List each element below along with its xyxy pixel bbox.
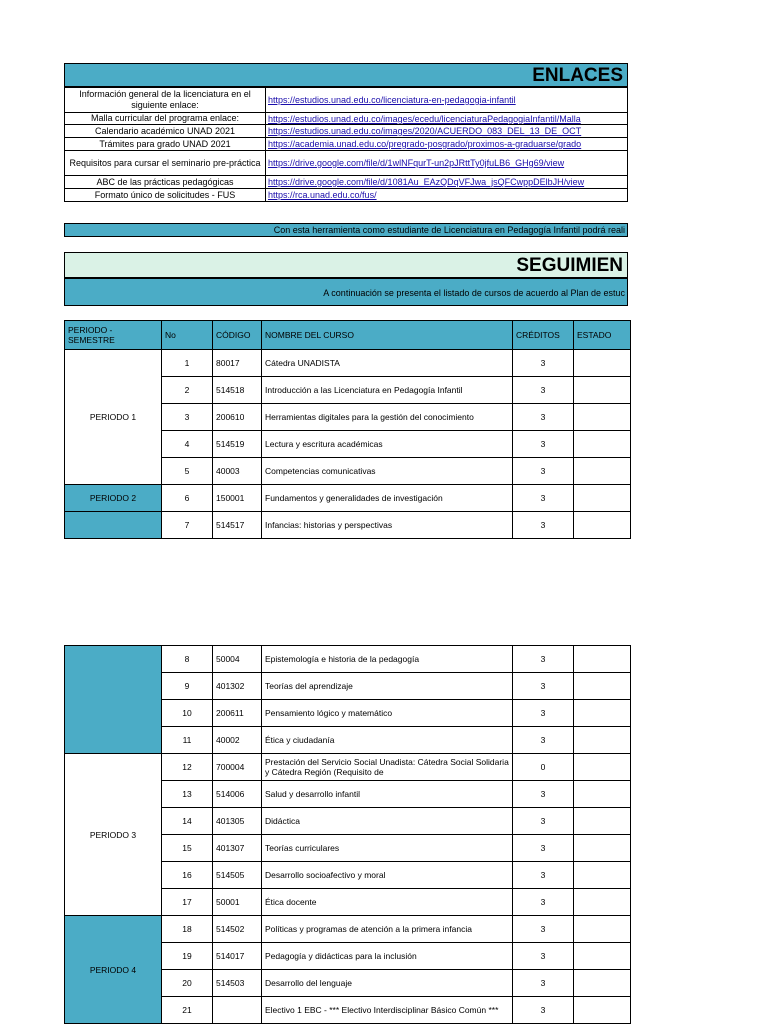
link-label: Información general de la licenciatura en el siguiente enlace: <box>65 88 266 113</box>
course-credits: 3 <box>513 431 574 458</box>
link-url[interactable]: https://rca.unad.edu.co/fus/ <box>266 189 628 202</box>
course-code: 40003 <box>213 458 262 485</box>
course-status[interactable] <box>574 727 631 754</box>
course-code: 514502 <box>213 916 262 943</box>
course-code: 514518 <box>213 377 262 404</box>
course-name: Electivo 1 EBC - *** Electivo Interdisciplinar Básico Común *** <box>262 997 513 1024</box>
course-no: 19 <box>162 943 213 970</box>
course-code: 514517 <box>213 512 262 539</box>
link-row <box>65 125 628 138</box>
header-codigo: CÓDIGO <box>213 321 262 350</box>
course-status[interactable] <box>574 943 631 970</box>
course-status[interactable] <box>574 970 631 997</box>
course-code: 401307 <box>213 835 262 862</box>
course-code: 50001 <box>213 889 262 916</box>
course-no: 16 <box>162 862 213 889</box>
course-name: Cátedra UNADISTA <box>262 350 513 377</box>
courses-table-2 <box>64 645 631 1024</box>
course-code: 514519 <box>213 431 262 458</box>
periodo-2-continued-cell <box>65 646 162 754</box>
link-url[interactable]: https://estudios.unad.edu.co/licenciatura-en-pedagogia-infantil <box>266 88 628 113</box>
course-credits: 3 <box>513 943 574 970</box>
enlaces-header <box>64 63 628 87</box>
course-status[interactable] <box>574 781 631 808</box>
link-row <box>65 151 628 176</box>
link-label: ABC de las prácticas pedagógicas <box>65 176 266 189</box>
link-label: Formato único de solicitudes - FUS <box>65 189 266 202</box>
course-code: 401302 <box>213 673 262 700</box>
course-name: Lectura y escritura académicas <box>262 431 513 458</box>
link-url[interactable]: https://estudios.unad.edu.co/images/2020/ACUERDO_083_DEL_13_DE_OCT <box>266 125 628 138</box>
course-no: 7 <box>162 512 213 539</box>
course-credits: 3 <box>513 458 574 485</box>
link-row <box>65 189 628 202</box>
course-credits: 3 <box>513 700 574 727</box>
course-name: Prestación del Servicio Social Unadista: Cátedra Social Solidaria y Cátedra Región (Requisito de <box>262 754 513 781</box>
course-name: Herramientas digitales para la gestión del conocimiento <box>262 404 513 431</box>
course-status[interactable] <box>574 835 631 862</box>
link-label: Calendario académico UNAD 2021 <box>65 125 266 138</box>
link-label: Trámites para grado UNAD 2021 <box>65 138 266 151</box>
seguimiento-subtitle-band <box>64 278 628 306</box>
table-row <box>65 512 631 539</box>
header-estado: ESTADO <box>574 321 631 350</box>
course-no: 14 <box>162 808 213 835</box>
header-no: No <box>162 321 213 350</box>
table-row <box>65 754 631 781</box>
course-no: 8 <box>162 646 213 673</box>
course-status[interactable] <box>574 377 631 404</box>
course-credits: 3 <box>513 916 574 943</box>
link-row <box>65 88 628 113</box>
course-credits: 3 <box>513 512 574 539</box>
course-credits: 3 <box>513 889 574 916</box>
link-url[interactable]: https://estudios.unad.edu.co/images/ecedu/licenciaturaPedagogiaInfantil/Malla <box>266 113 628 125</box>
table-row <box>65 350 631 377</box>
seguimiento-header <box>64 252 628 278</box>
link-row <box>65 176 628 189</box>
course-name: Teorías del aprendizaje <box>262 673 513 700</box>
course-credits: 3 <box>513 673 574 700</box>
course-status[interactable] <box>574 700 631 727</box>
course-code: 514017 <box>213 943 262 970</box>
links-table <box>64 87 628 202</box>
course-name: Ética y ciudadanía <box>262 727 513 754</box>
header-periodo: PERIODO - SEMESTRE <box>65 321 162 350</box>
course-no: 3 <box>162 404 213 431</box>
header-creditos: CRÉDITOS <box>513 321 574 350</box>
course-name: Desarrollo socioafectivo y moral <box>262 862 513 889</box>
course-no: 21 <box>162 997 213 1024</box>
course-code: 700004 <box>213 754 262 781</box>
link-url[interactable]: https://drive.google.com/file/d/1081Au_EAzQDqVFJwa_jsQFCwppDElbJH/view <box>266 176 628 189</box>
table-row <box>65 646 631 673</box>
course-status[interactable] <box>574 485 631 512</box>
course-status[interactable] <box>574 350 631 377</box>
course-name: Fundamentos y generalidades de investigación <box>262 485 513 512</box>
course-credits: 3 <box>513 970 574 997</box>
course-code: 40002 <box>213 727 262 754</box>
link-row <box>65 138 628 151</box>
course-no: 15 <box>162 835 213 862</box>
course-code: 401305 <box>213 808 262 835</box>
table-row <box>65 916 631 943</box>
course-no: 17 <box>162 889 213 916</box>
course-code <box>213 997 262 1024</box>
link-label: Requisitos para cursar el seminario pre-práctica <box>65 151 266 176</box>
course-no: 11 <box>162 727 213 754</box>
course-name: Políticas y programas de atención a la primera infancia <box>262 916 513 943</box>
course-no: 13 <box>162 781 213 808</box>
info-text: Con esta herramienta como estudiante de Licenciatura en Pedagogía Infantil podrá reali <box>273 225 625 235</box>
course-status[interactable] <box>574 754 631 781</box>
course-status[interactable] <box>574 889 631 916</box>
course-name: Competencias comunicativas <box>262 458 513 485</box>
course-status[interactable] <box>574 808 631 835</box>
course-no: 9 <box>162 673 213 700</box>
course-no: 1 <box>162 350 213 377</box>
course-status[interactable] <box>574 404 631 431</box>
course-credits: 3 <box>513 485 574 512</box>
course-no: 4 <box>162 431 213 458</box>
link-row <box>65 113 628 125</box>
course-name: Teorías curriculares <box>262 835 513 862</box>
course-name: Desarrollo del lenguaje <box>262 970 513 997</box>
course-no: 6 <box>162 485 213 512</box>
course-no: 5 <box>162 458 213 485</box>
table-row <box>65 485 631 512</box>
course-name: Salud y desarrollo infantil <box>262 781 513 808</box>
course-code: 80017 <box>213 350 262 377</box>
course-status[interactable] <box>574 512 631 539</box>
link-url[interactable]: https://drive.google.com/file/d/1wlNFqurT-un2pJRttTy0jfuLB6_GHg69/view <box>266 151 628 176</box>
course-no: 20 <box>162 970 213 997</box>
course-credits: 3 <box>513 377 574 404</box>
course-name: Didáctica <box>262 808 513 835</box>
course-credits: 3 <box>513 835 574 862</box>
periodo-1-cell: PERIODO 1 <box>65 350 162 485</box>
course-name: Pedagogía y didácticas para la inclusión <box>262 943 513 970</box>
course-code: 514006 <box>213 781 262 808</box>
course-name: Introducción a las Licenciatura en Pedagogía Infantil <box>262 377 513 404</box>
course-code: 50004 <box>213 646 262 673</box>
enlaces-title: ENLACES <box>532 65 623 86</box>
periodo-2-cell: PERIODO 2 <box>65 485 162 512</box>
course-status[interactable] <box>574 997 631 1024</box>
seguimiento-title: SEGUIMIEN <box>516 255 623 276</box>
course-status[interactable] <box>574 916 631 943</box>
course-credits: 3 <box>513 862 574 889</box>
seguimiento-subtitle: A continuación se presenta el listado de cursos de acuerdo al Plan de estuc <box>323 288 625 298</box>
course-code: 150001 <box>213 485 262 512</box>
course-credits: 3 <box>513 997 574 1024</box>
course-no: 18 <box>162 916 213 943</box>
link-url[interactable]: https://academia.unad.edu.co/pregrado-posgrado/proximos-a-graduarse/grado <box>266 138 628 151</box>
course-credits: 3 <box>513 727 574 754</box>
table-header-row <box>65 321 631 350</box>
course-credits: 0 <box>513 754 574 781</box>
course-name: Ética docente <box>262 889 513 916</box>
course-no: 12 <box>162 754 213 781</box>
course-name: Infancias: historias y perspectivas <box>262 512 513 539</box>
course-credits: 3 <box>513 404 574 431</box>
course-name: Pensamiento lógico y matemático <box>262 700 513 727</box>
course-code: 514505 <box>213 862 262 889</box>
course-code: 200610 <box>213 404 262 431</box>
course-name: Epistemología e historia de la pedagogía <box>262 646 513 673</box>
course-status[interactable] <box>574 862 631 889</box>
course-credits: 3 <box>513 808 574 835</box>
course-status[interactable] <box>574 431 631 458</box>
course-credits: 3 <box>513 350 574 377</box>
courses-table-1 <box>64 320 631 539</box>
course-status[interactable] <box>574 646 631 673</box>
course-code: 200611 <box>213 700 262 727</box>
course-credits: 3 <box>513 646 574 673</box>
periodo-3-cell: PERIODO 3 <box>65 754 162 916</box>
course-no: 2 <box>162 377 213 404</box>
link-label: Malla curricular del programa enlace: <box>65 113 266 125</box>
header-nombre: NOMBRE DEL CURSO <box>262 321 513 350</box>
periodo-4-cell: PERIODO 4 <box>65 916 162 1024</box>
course-credits: 3 <box>513 781 574 808</box>
info-banner <box>64 223 628 237</box>
course-status[interactable] <box>574 673 631 700</box>
course-code: 514503 <box>213 970 262 997</box>
periodo-2-continued-cell <box>65 512 162 539</box>
course-status[interactable] <box>574 458 631 485</box>
course-no: 10 <box>162 700 213 727</box>
